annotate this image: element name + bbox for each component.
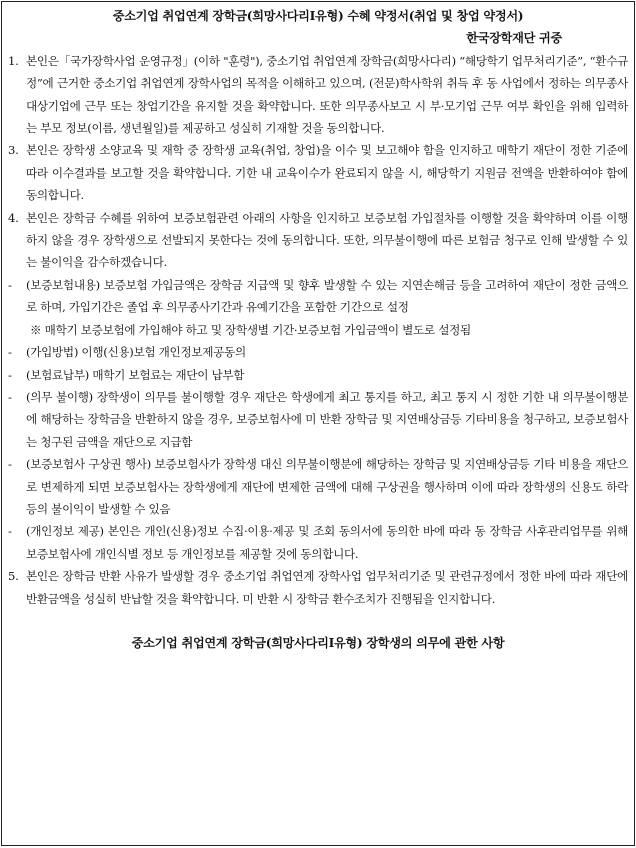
obligations-section-title: 중소기업 취업연계 장학금(희망사다리Ⅰ유형) 장학생의 의무에 관한 사항 <box>131 635 505 650</box>
document-title: 중소기업 취업연계 장학금(희망사다리Ⅰ유형) 수혜 약정서(취업 및 창업 약정서) <box>112 9 524 23</box>
section-spacer <box>8 610 628 632</box>
clause-number: 1. <box>8 53 19 68</box>
sub-item-dash: - <box>8 367 12 382</box>
sub-item-dash: - <box>8 457 12 472</box>
sub-item-text: (보증보험사 구상권 행사) 보증보험사가 장학생 대신 의무불이행분에 해당하는 장학금 및 지연배상금등 기타 비용을 재단으로 변제하게 되면 보증보험사는 장학생에게 재단에 변제한 금액에 대해 구상권을 행사하며 이에 따라 장학생의 신용도 하락 등의 불이익이 발생할 수 있음 <box>26 457 628 516</box>
sub-item-insurance-content <box>8 274 628 319</box>
sub-item-text: (가입방법) 이행(신용)보험 개인정보제공동의 <box>26 345 246 360</box>
sub-item-dash: - <box>8 277 12 292</box>
clause-1 <box>8 50 628 140</box>
clause-4 <box>8 207 628 274</box>
clause-text: 본인은 장학금 반환 사유가 발생할 경우 중소기업 취업연계 장학사업 업무처리기준 및 관련규정에서 정한 바에 따라 재단에 반환금액을 성실히 반납할 것을 확약합니다. 미 반환 시 장학금 환수조치가 진행됨을 인지합니다. <box>26 569 628 606</box>
sub-item-text: (보증보험내용) 보증보험 가입금액은 장학금 지급액 및 향후 발생할 수 있는 지연손해금 등을 고려하여 재단이 정한 금액으로 하며, 가입기간은 졸업 후 의무종사기간과 유예기간을 포함한 기간으로 설정 <box>26 277 628 315</box>
sub-item-non-performance <box>8 386 628 453</box>
sub-item-dash: - <box>8 389 12 404</box>
clause-text: 본인은 장학생 소양교육 및 재학 중 장학생 교육(취업, 창업)을 이수 및 보고해야 함을 인지하고 매학기 재단이 정한 기준에 따라 이수결과를 보고할 것을 확약합니다. 기한 내 교육이수가 완료되지 않을 시, 해당학기 지원금 전액을 반환하여야 함에 동의합니다. <box>26 143 628 203</box>
sub-item-dash: - <box>8 345 12 360</box>
sub-item-text: (개인정보 제공) 본인은 개인(신용)정보 수집·이용·제공 및 조회 동의서에 동의한 바에 따라 동 장학금 사후관리업무를 위해 보증보험사에 개인식별 정보 등 개인정보를 제공할 것에 동의합니다. <box>26 524 628 561</box>
clause-number: 4. <box>8 210 19 225</box>
clause-5 <box>8 565 628 610</box>
sub-item-personal-info <box>8 520 628 565</box>
sub-item-join-method <box>8 341 628 363</box>
sub-item-dash: - <box>8 524 12 539</box>
sub-item-premium-payment <box>8 364 628 386</box>
sub-item-text: (보험료납부) 매학기 보험료는 재단이 납부함 <box>26 367 245 382</box>
agreement-document <box>1 1 635 846</box>
sub-item-text: (의무 불이행) 장학생이 의무를 불이행할 경우 재단은 학생에게 최고 통지를 하고, 최고 통지 시 정한 기한 내 의무불이행분에 해당하는 장학금을 반환하지 않을 경우, 보증보험사에 미 반환 장학금 및 지연배상금등 기타비용을 청구하고, 보증보험사는 청구된 금액을 재단으로 지급함 <box>26 389 628 449</box>
insurance-note: ※ 매학기 보증보험에 가입해야 하고 및 장학생별 기간·보증보험 가입금액이 별도로 설정됨 <box>30 322 471 337</box>
clause-3 <box>8 139 628 206</box>
clause-text: 본인은「국가장학사업 운영규정」(이하 "훈령"), 중소기업 취업연계 장학금(희망사다리) “해당학기 업무처리기준”, “환수규정”에 근거한 중소기업 취업연계 장학사업의 목적을 이해하고 있으며, (전문)학사학위 취득 후 동 사업에서 정하는 의무종사 대상기업에 근무 또는 창업기간을 유지할 것을 확약합니다. 또한 의무종사보고 시 부·모기업 근무 여부 확인을 위해 입력하는 부모 정보(이름, 생년월일)를 제공하고 성실히 기재할 것을 동의합니다. <box>26 53 628 136</box>
clause-text: 본인은 장학금 수혜를 위하여 보증보험관련 아래의 사항을 인지하고 보증보험 가입절차를 이행할 것을 확약하며 이를 이행하지 않을 경우 장학생으로 선발되지 못한다는 것에 동의합니다. 또한, 의무불이행에 따른 보험금 청구로 인해 발생할 수 있는 불이익을 감수하겠습니다. <box>26 210 628 270</box>
sub-item-subrogation <box>8 453 628 520</box>
clause-number: 5. <box>8 569 19 584</box>
clause-number: 3. <box>8 143 19 158</box>
issuer-label: 한국장학재단 귀중 <box>466 31 562 46</box>
